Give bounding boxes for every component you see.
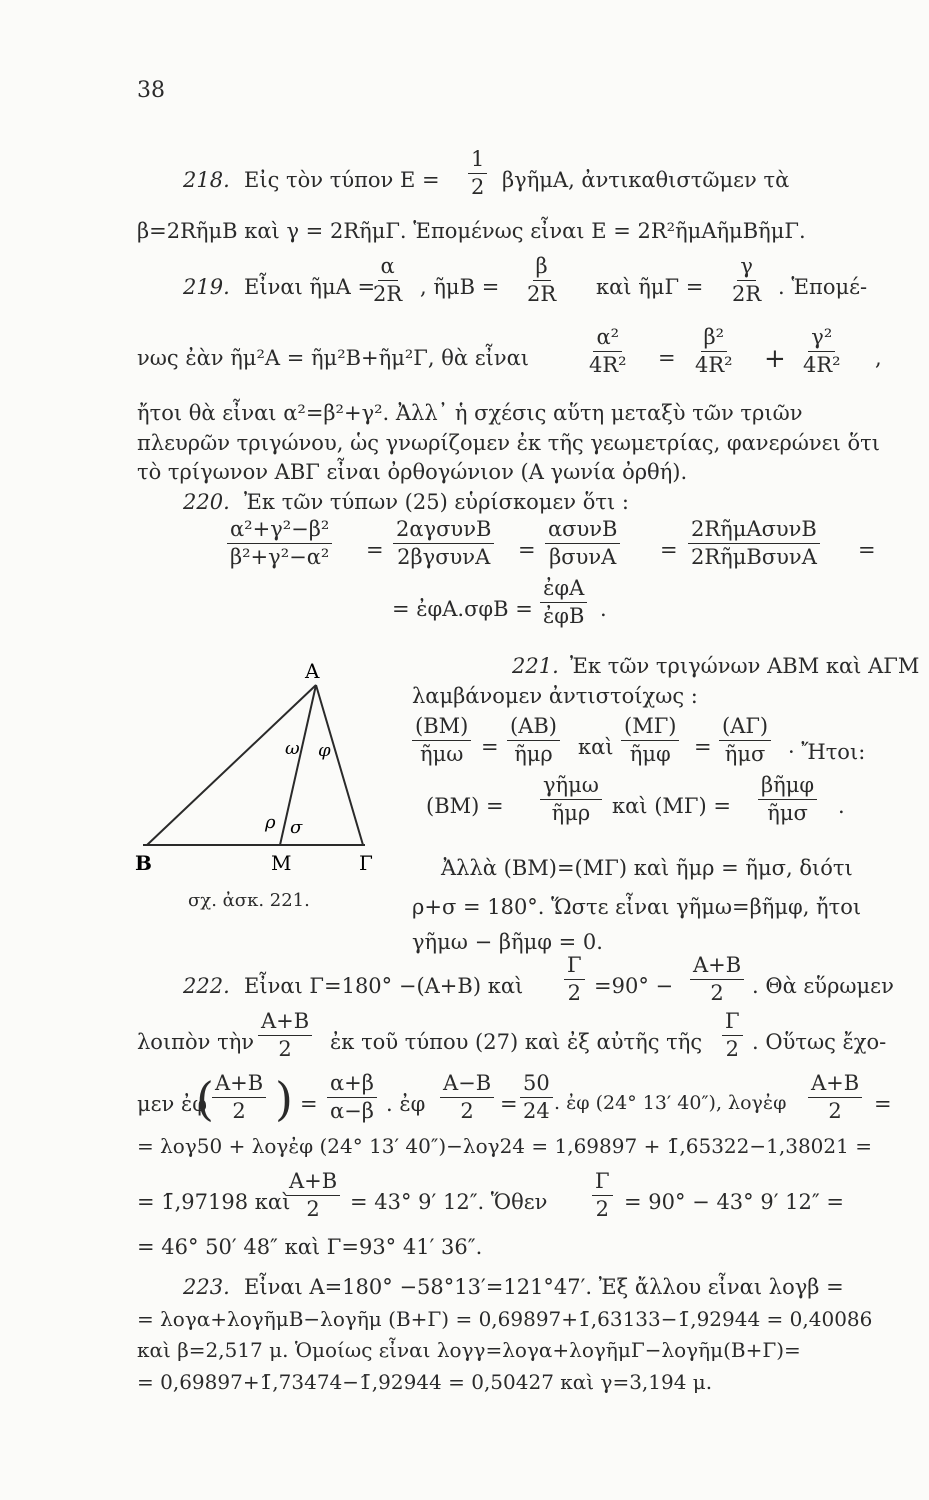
fraction-b2-4r2	[692, 327, 736, 376]
numerator: 1	[468, 149, 487, 174]
exercise-number-220: 220.	[183, 490, 230, 514]
numerator: Γ	[564, 955, 585, 980]
fraction-221-5	[540, 775, 602, 824]
text-221-line1: Ἐκ τῶν τριγώνων ΑΒΜ καὶ ΑΓΜ	[570, 654, 920, 678]
text-222-line1b: =90° −	[594, 974, 674, 998]
text-219-line1b: , ῆμΒ =	[420, 275, 500, 299]
denominator: 2	[595, 1197, 609, 1221]
numerator: (ΑΒ)	[507, 716, 560, 741]
text-221-line7: γῆμω − βῆμφ = 0.	[412, 930, 603, 954]
text-223-line4: = 0,69897+1̄,73474−1̄,92944 = 0,50427 καὶ γ=3,194 μ.	[137, 1370, 713, 1394]
denominator: 2	[460, 1099, 474, 1123]
denominator: 2RῆμΒσυνΑ	[691, 545, 817, 569]
period: .	[600, 597, 607, 621]
numerator: Α+Β	[286, 1171, 340, 1196]
equals-sign: =	[658, 346, 676, 370]
equals-sign: =	[481, 735, 499, 759]
exercise-number-219: 219.	[183, 275, 230, 299]
text-222-line5b: = 43° 9′ 12″. Ὅθεν	[350, 1190, 548, 1214]
denominator: ῆμσ	[767, 801, 808, 825]
text-223-line2: = λογα+λογῆμΒ−λογῆμ (Β+Γ) = 0,69897+1̄,63133−1̄,92944 = 0,40086	[137, 1307, 873, 1331]
fraction-221-3	[621, 716, 679, 765]
numerator: (ΜΓ)	[621, 716, 679, 741]
fraction-a-2r	[370, 256, 405, 305]
denominator: α−β	[330, 1099, 374, 1123]
denominator: 2	[828, 1099, 842, 1123]
text-220-line1: Ἐκ τῶν τύπων (25) εὑρίσκομεν ὅτι :	[244, 490, 629, 514]
text-218-line2: β=2RῆμΒ καὶ γ = 2RῆμΓ. Ἑπομένως εἶναι Ε = 2R²ῆμΑῆμΒῆμΓ.	[137, 219, 806, 243]
denominator: ῆμω	[419, 742, 464, 766]
text-222-line5a: = 1̄,97198 καὶ	[137, 1190, 291, 1214]
numerator: Α−Β	[440, 1073, 494, 1098]
fraction-222-5	[212, 1073, 266, 1122]
paren-right: )	[275, 1072, 293, 1126]
numerator: Α+Β	[258, 1011, 312, 1036]
text-222-line3e: . ἐφ (24° 13′ 40″), λογἐφ	[554, 1092, 787, 1114]
text-219-line2a: νως ἐὰν ῆμ²Α = ῆμ²Β+ῆμ²Γ, θὰ εἶναι	[137, 346, 530, 370]
fraction-221-4	[719, 716, 771, 765]
figure-caption: σχ. ἀσκ. 221.	[188, 890, 310, 911]
numerator: β²	[701, 327, 728, 352]
text-219-line1c: καὶ ῆμΓ =	[596, 275, 704, 299]
denominator: 2	[278, 1037, 292, 1061]
text-222-line2b: ἐκ τοῦ τύπου (27) καὶ ἐξ αὐτῆς τῆς	[330, 1030, 703, 1054]
angle-label-phi: φ	[318, 740, 331, 761]
fraction-b-2r	[524, 256, 559, 305]
text-222-line1a: Εἶναι Γ=180° −(Α+Β) καὶ	[244, 974, 524, 998]
text-220-line3a: = ἐφΑ.σφΒ =	[392, 597, 533, 621]
numerator: γ²	[808, 327, 835, 352]
fraction-220-1	[227, 519, 332, 568]
numerator: γ	[737, 256, 756, 281]
fraction-half	[468, 149, 487, 198]
text-221-line4a: (ΒΜ) =	[426, 794, 504, 818]
denominator: βσυνΑ	[549, 545, 617, 569]
equals-sign: =	[366, 538, 384, 562]
fraction-220-2	[393, 519, 494, 568]
vertex-label-a: Α	[305, 659, 320, 683]
vertex-label-g: Γ	[359, 851, 373, 875]
fraction-222-7	[440, 1073, 494, 1122]
denominator: 24	[523, 1099, 550, 1123]
numerator: 2RῆμΑσυνΒ	[688, 519, 820, 544]
text-222-line1c: . Θὰ εὕρωμεν	[752, 974, 894, 998]
denominator: 4R²	[589, 353, 627, 377]
numerator: Γ	[722, 1011, 743, 1036]
text-219-line3: ἤτοι θὰ εἶναι α²=β²+γ². Ἀλλ᾿ ἡ σχέσις αὕτη μεταξὺ τῶν τριῶν	[137, 401, 803, 425]
text-219-line4: πλευρῶν τριγώνου, ὡς γνωρίζομεν ἐκ τῆς γεωμετρίας, φανερώνει ὅτι	[137, 431, 880, 455]
text-218-line1b: βγῆμΑ, ἀντικαθιστῶμεν τὰ	[502, 168, 790, 192]
denominator: 2	[725, 1037, 739, 1061]
denominator: 2R	[732, 282, 762, 306]
fraction-222-11	[592, 1171, 613, 1220]
numerator: α	[378, 256, 398, 281]
vertex-label-b: Β	[135, 851, 152, 875]
text-221-line5: Ἀλλὰ (ΒΜ)=(ΜΓ) καὶ ῆμρ = ῆμσ, διότι	[441, 856, 853, 880]
text-223-line3: καὶ β=2,517 μ. Ὁμοίως εἶναι λογγ=λογα+λογῆμΓ−λογῆμ(Β+Γ)=	[137, 1338, 801, 1362]
fraction-g2-4r2	[800, 327, 844, 376]
equals-sign: =	[518, 538, 536, 562]
text-222-line2c: . Οὕτως ἔχο-	[752, 1030, 887, 1054]
text-223-line1: Εἶναι Α=180° −58°13′=121°47′. Ἐξ ἄλλου εἶναι λογβ =	[244, 1275, 844, 1299]
denominator: 4R²	[803, 353, 841, 377]
text-221-line6: ρ+σ = 180°. Ὥστε εἶναι γῆμω=βῆμφ, ἤτοι	[412, 895, 862, 919]
fraction-220-3	[545, 519, 620, 568]
fraction-222-4	[722, 1011, 743, 1060]
equals-sign: =	[874, 1092, 892, 1116]
text-221-line2: λαμβάνομεν ἀντιστοίχως :	[412, 684, 698, 708]
denominator: 2	[232, 1099, 246, 1123]
denominator: 4R²	[695, 353, 733, 377]
equals-sign: =	[660, 538, 678, 562]
text-219-line1d: . Ἑπομέ-	[778, 275, 868, 299]
denominator: 2R	[527, 282, 557, 306]
denominator: β²+γ²−α²	[230, 545, 330, 569]
text-itoi: · Ἤτοι:	[788, 740, 866, 764]
text-222-line5c: = 90° − 43° 9′ 12″ =	[624, 1190, 844, 1214]
fraction-222-1	[564, 955, 585, 1004]
denominator: 2	[306, 1197, 320, 1221]
numerator: (ΑΓ)	[719, 716, 771, 741]
text-218-line1a: Εἰς τὸν τύπον Ε =	[244, 168, 440, 192]
angle-label-omega: ω	[285, 738, 300, 759]
vertex-label-m: Μ	[271, 851, 292, 875]
numerator: Γ	[592, 1171, 613, 1196]
fraction-222-9	[808, 1073, 862, 1122]
fraction-222-8	[520, 1073, 553, 1122]
comma: ,	[875, 346, 882, 370]
denominator: ῆμρ	[551, 801, 591, 825]
numerator: 2αγσυνΒ	[393, 519, 494, 544]
denominator: 2	[710, 981, 724, 1005]
fraction-222-2	[690, 955, 744, 1004]
exercise-number-222: 222.	[183, 974, 230, 998]
numerator: 50	[520, 1073, 553, 1098]
text-222-line2a: λοιπὸν τὴν	[137, 1030, 255, 1054]
numerator: (ΒΜ)	[412, 716, 471, 741]
denominator: ῆμρ	[514, 742, 553, 766]
numerator: α+β	[327, 1073, 377, 1098]
fraction-221-2	[507, 716, 560, 765]
numerator: Α+Β	[808, 1073, 862, 1098]
text-222-line6: = 46° 50′ 48″ καὶ Γ=93° 41′ 36″.	[137, 1235, 483, 1259]
fraction-221-6	[758, 775, 817, 824]
text-219-line1a: Εἶναι ῆμΑ =	[244, 275, 376, 299]
page-number: 38	[137, 78, 165, 103]
fraction-222-3	[258, 1011, 312, 1060]
period: .	[838, 794, 845, 818]
fraction-220-4	[688, 519, 820, 568]
denominator: 2R	[373, 282, 403, 306]
exercise-number-223: 223.	[183, 1275, 230, 1299]
exercise-number-218: 218.	[183, 168, 230, 192]
numerator: Α+Β	[690, 955, 744, 980]
fraction-221-1	[412, 716, 471, 765]
denominator: 2βγσυνΑ	[397, 545, 491, 569]
angle-label-sigma: σ	[290, 817, 303, 838]
equals-sign: =	[300, 1092, 318, 1116]
numerator: α²+γ²−β²	[227, 519, 332, 544]
fraction-222-6	[327, 1073, 377, 1122]
numerator: β	[533, 256, 551, 281]
plus-sign: +	[764, 344, 786, 374]
numerator: ἐφΑ	[540, 578, 587, 603]
numerator: Α+Β	[212, 1073, 266, 1098]
equals-sign: =	[500, 1092, 518, 1116]
numerator: βῆμφ	[758, 775, 817, 800]
angle-label-rho: ρ	[265, 812, 276, 833]
text-222-line4: = λογ50 + λογἐφ (24° 13′ 40″)−λογ24 = 1,69897 + 1̄,65322−1,38021 =	[137, 1134, 872, 1158]
fraction-220-5	[540, 578, 587, 627]
fraction-222-10	[286, 1171, 340, 1220]
text-222-line3c: . ἐφ	[386, 1092, 426, 1116]
numerator: ασυνΒ	[545, 519, 620, 544]
text-222-line3a: μεν ἐφ	[137, 1092, 207, 1116]
denominator: ἐφΒ	[543, 604, 585, 628]
denominator: 2	[471, 175, 485, 199]
triangle-outline	[143, 685, 365, 845]
numerator: α²	[593, 327, 622, 352]
denominator: 2	[567, 981, 581, 1005]
text-kai: καὶ	[578, 735, 614, 759]
fraction-g-2r	[729, 256, 764, 305]
exercise-number-221: 221.	[512, 654, 559, 678]
numerator: γῆμω	[540, 775, 602, 800]
denominator: ῆμσ	[724, 742, 766, 766]
text-221-line4b: καὶ (ΜΓ) =	[612, 794, 731, 818]
paren-left: (	[196, 1072, 214, 1126]
fraction-a2-4r2	[586, 327, 630, 376]
equals-sign: =	[694, 735, 712, 759]
text-219-line5: τὸ τρίγωνον ΑΒΓ εἶναι ὀρθογώνιον (Α γωνία ὀρθή).	[137, 460, 688, 484]
denominator: ῆμφ	[629, 742, 671, 766]
equals-sign: =	[858, 538, 876, 562]
triangle-figure	[135, 658, 395, 918]
